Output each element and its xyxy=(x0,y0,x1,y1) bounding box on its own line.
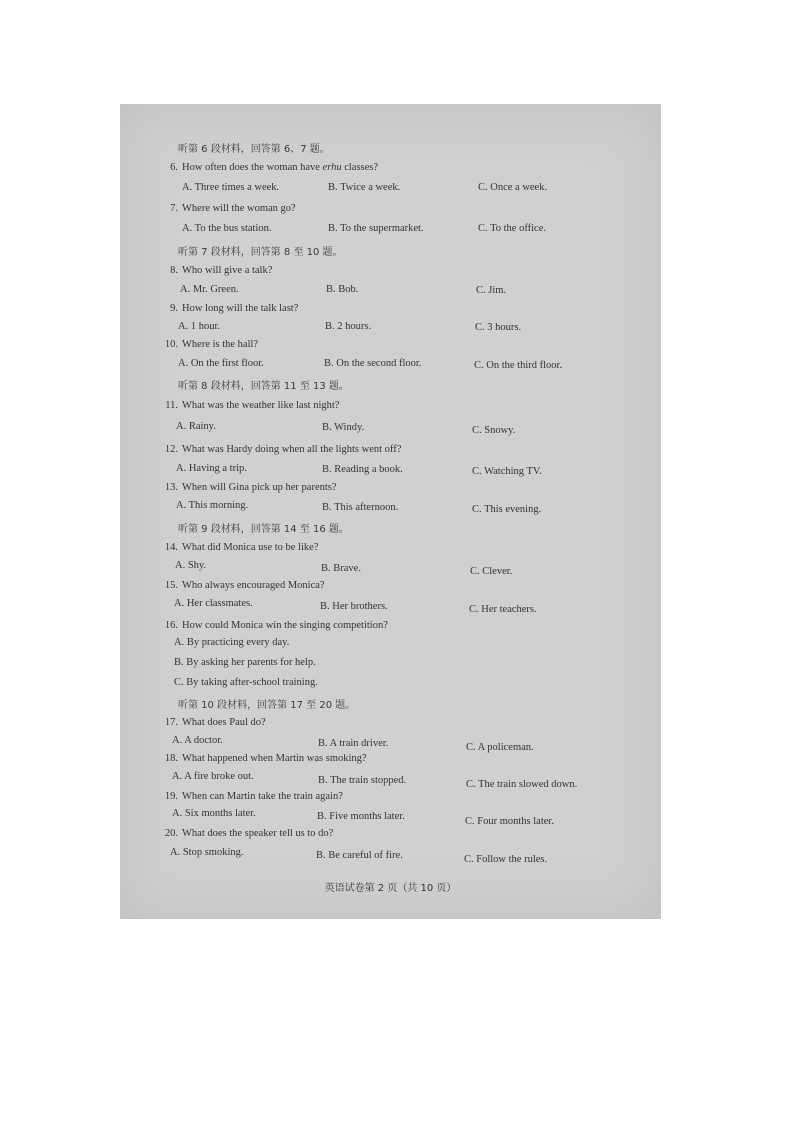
option-b: B. Be careful of fire. xyxy=(316,850,403,861)
option-a: A. A doctor. xyxy=(172,735,223,746)
option-a: A. Three times a week. xyxy=(182,182,280,193)
page-footer: 英语试卷第 2 页（共 10 页） xyxy=(324,883,457,894)
option-a: A. Her classmates. xyxy=(174,598,253,609)
option-a: A. Mr. Green. xyxy=(180,284,239,295)
option-c: C. Jim. xyxy=(476,285,507,296)
option-c: C. Snowy. xyxy=(472,425,516,436)
question-12 xyxy=(148,444,638,455)
option-b: B. Bob. xyxy=(326,284,359,295)
option-c: C. To the office. xyxy=(478,223,546,234)
option-b: B. Five months later. xyxy=(317,811,405,822)
question-number: 8. xyxy=(170,265,178,276)
option-c: C. Once a week. xyxy=(478,182,548,193)
option-c: C. Follow the rules. xyxy=(464,854,548,865)
question-text-pre: How often does the woman have xyxy=(182,162,323,173)
option-a: A. Stop smoking. xyxy=(170,847,244,858)
option-a: A. By practicing every day. xyxy=(174,637,290,648)
option-a: A. This morning. xyxy=(176,500,249,511)
option-c: C. Four months later. xyxy=(465,816,554,827)
question-text: How long will the talk last? xyxy=(182,303,299,314)
question-9 xyxy=(148,303,638,314)
question-text: Who will give a talk? xyxy=(182,265,273,276)
question-16 xyxy=(148,620,638,631)
option-c: C. Watching TV. xyxy=(472,466,542,477)
option-c: C. 3 hours. xyxy=(475,322,522,333)
question-text: What did Monica use to be like? xyxy=(182,542,319,553)
option-c: C. This evening. xyxy=(472,504,542,515)
option-b: B. A train driver. xyxy=(318,738,389,749)
question-10 xyxy=(148,339,638,350)
option-a: A. Shy. xyxy=(175,560,207,571)
option-c: C. A policeman. xyxy=(466,742,534,753)
question-text: What does the speaker tell us to do? xyxy=(182,828,334,839)
question-number: 16. xyxy=(164,620,178,631)
question-18 xyxy=(148,753,638,764)
question-17 xyxy=(148,717,638,728)
question-number: 12. xyxy=(164,444,178,455)
option-b: B. Twice a week. xyxy=(328,182,401,193)
question-19 xyxy=(148,791,638,802)
question-number: 19. xyxy=(164,791,178,802)
question-number: 18. xyxy=(164,753,178,764)
option-b: B. To the supermarket. xyxy=(328,223,424,234)
question-11 xyxy=(148,400,638,411)
question-text: Where will the woman go? xyxy=(182,203,296,214)
question-text: Where is the hall? xyxy=(182,339,259,350)
question-number: 14. xyxy=(164,542,178,553)
option-a: A. Six months later. xyxy=(172,808,256,819)
option-b: B. This afternoon. xyxy=(322,502,399,513)
option-a: A. On the first floor. xyxy=(178,358,264,369)
section-instruction-7: 听第 7 段材料，回答第 8 至 10 题。 xyxy=(178,247,343,258)
question-text: How could Monica win the singing competition? xyxy=(182,620,388,631)
question-7 xyxy=(148,203,638,214)
question-15 xyxy=(148,580,638,591)
question-number: 15. xyxy=(164,580,178,591)
option-b: B. Her brothers. xyxy=(320,601,388,612)
question-number: 6. xyxy=(170,162,178,173)
option-b: B. The train stopped. xyxy=(318,775,407,786)
question-text: What was Hardy doing when all the lights went off? xyxy=(182,444,402,455)
question-text: What happened when Martin was smoking? xyxy=(182,753,367,764)
question-text-em: erhu xyxy=(322,162,342,173)
question-number: 9. xyxy=(170,303,178,314)
option-c: C. The train slowed down. xyxy=(466,779,578,790)
section-instruction-9: 听第 9 段材料，回答第 14 至 16 题。 xyxy=(178,524,349,535)
question-number: 13. xyxy=(164,482,178,493)
question-text: Who always encouraged Monica? xyxy=(182,580,325,591)
question-number: 11. xyxy=(165,400,178,411)
option-a: A. Having a trip. xyxy=(176,463,247,474)
option-c: C. Clever. xyxy=(470,566,513,577)
option-b: B. Reading a book. xyxy=(322,464,403,475)
question-text: What was the weather like last night? xyxy=(182,400,340,411)
option-a: A. A fire broke out. xyxy=(172,771,254,782)
section-instruction-8: 听第 8 段材料，回答第 11 至 13 题。 xyxy=(178,381,349,392)
option-a: A. Rainy. xyxy=(176,421,216,432)
question-14 xyxy=(148,542,638,553)
option-b: B. By asking her parents for help. xyxy=(174,657,316,668)
section-instruction-6: 听第 6 段材料，回答第 6、7 题。 xyxy=(178,144,330,155)
option-c: C. By taking after-school training. xyxy=(174,677,318,688)
option-b: B. Windy. xyxy=(322,422,365,433)
option-a: A. To the bus station. xyxy=(182,223,272,234)
option-c: C. On the third floor. xyxy=(474,360,563,371)
option-b: B. 2 hours. xyxy=(325,321,372,332)
question-number: 20. xyxy=(164,828,178,839)
option-c: C. Her teachers. xyxy=(469,604,537,615)
question-13 xyxy=(148,482,638,493)
question-text: What does Paul do? xyxy=(182,717,266,728)
scanned-exam-page xyxy=(120,104,661,919)
option-b: B. On the second floor. xyxy=(324,358,422,369)
question-text: When will Gina pick up her parents? xyxy=(182,482,337,493)
question-number: 10. xyxy=(164,339,178,350)
option-a: A. 1 hour. xyxy=(178,321,220,332)
question-20 xyxy=(148,828,638,839)
question-text-post: classes? xyxy=(341,162,379,173)
question-number: 17. xyxy=(164,717,178,728)
question-text: When can Martin take the train again? xyxy=(182,791,343,802)
section-instruction-10: 听第 10 段材料，回答第 17 至 20 题。 xyxy=(178,700,356,711)
question-8 xyxy=(148,265,638,276)
option-b: B. Brave. xyxy=(321,563,361,574)
question-6 xyxy=(148,162,638,173)
question-number: 7. xyxy=(170,203,178,214)
